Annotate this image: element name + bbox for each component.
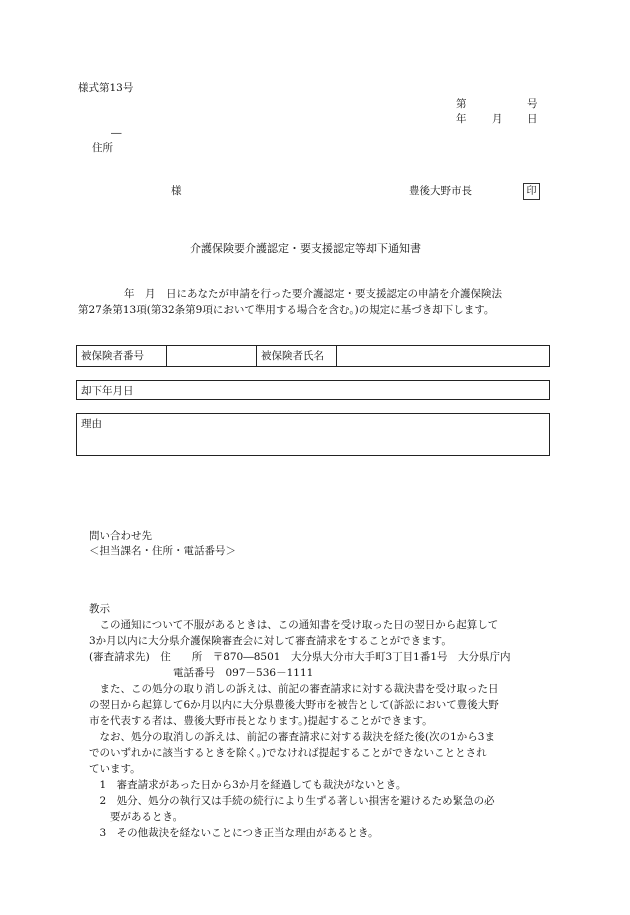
reason-label: 理由 <box>81 418 102 430</box>
notice-line: また、この処分の取り消しの訴えは、前記の審査請求に対する裁決書を受け取った日 <box>89 683 499 695</box>
notice-line: 市を代表する者は、豊後大野市長となります。)提起することができます。 <box>89 715 433 727</box>
notice-line: 3 その他裁決を経ないことにつき正当な理由があるとき。 <box>89 827 379 839</box>
date-month: 月 <box>492 113 503 125</box>
honorific-sama: 様 <box>171 185 182 197</box>
date-year: 年 <box>456 113 467 125</box>
address-label: 住所 <box>92 142 113 154</box>
doc-number-suffix: 号 <box>527 98 538 110</box>
document-title: 介護保険要介護認定・要支援認定等却下通知書 <box>190 242 421 255</box>
rejection-date-label: 却下年月日 <box>81 385 134 397</box>
date-day: 日 <box>527 113 538 125</box>
notice-line: の翌日から起算して6か月以内に大分県豊後大野市を被告として(訴訟において豊後大野 <box>89 699 499 711</box>
notice-line: 3か月以内に大分県介護保険審査会に対して審査請求をすることができます。 <box>89 635 452 647</box>
notice-line: でのいずれかに該当するときを除く。)でなければ提起することができないこととされ <box>89 747 487 759</box>
issuer-name: 豊後大野市長 <box>409 185 472 197</box>
reason-box <box>76 413 550 456</box>
seal-mark: 印 <box>523 183 540 200</box>
notice-line: なお、処分の取消しの訴えは、前記の審査請求に対する裁決を経た後(次の1から3ま <box>89 731 495 743</box>
notice-line: ています。 <box>89 763 141 775</box>
contact-detail: ＜担当課名・住所・電話番号＞ <box>89 545 236 557</box>
body-line-1: 年 月 日にあなたが申請を行った要介護認定・要支援認定の申請を介護保険法 <box>124 288 502 300</box>
insured-number-label: 被保険者番号 <box>77 346 167 366</box>
notice-heading: 教示 <box>89 603 110 615</box>
notice-line: 要があるとき。 <box>89 811 184 823</box>
notice-line: 1 審査請求があった日から3か月を経過しても裁決がないとき。 <box>89 779 407 791</box>
body-line-2: 第27条第13項(第32条第9項において準用する場合を含む。)の規定に基づき却下します。 <box>78 304 495 316</box>
notice-line: この通知について不服があるときは、この通知書を受け取った日の翌日から起算して <box>89 619 499 631</box>
contact-heading: 問い合わせ先 <box>89 530 152 542</box>
notice-line: (審査請求先) 住 所 〒870―8501 大分県大分市大手町3丁目1番1号 大分県庁内 <box>89 651 511 663</box>
dash-mark: ― <box>111 127 122 139</box>
insured-info-row <box>76 345 550 367</box>
notice-line: 電話番号 097－536－1111 <box>89 667 314 679</box>
insured-name-label: 被保険者氏名 <box>257 346 337 366</box>
rejection-date-row <box>76 380 550 400</box>
insured-number-value <box>167 346 257 366</box>
doc-number-prefix: 第 <box>456 98 467 110</box>
notice-line: 2 処分、処分の執行又は手続の続行により生ずる著しい損害を避けるため緊急の必 <box>89 795 495 807</box>
form-number: 様式第13号 <box>78 82 134 94</box>
